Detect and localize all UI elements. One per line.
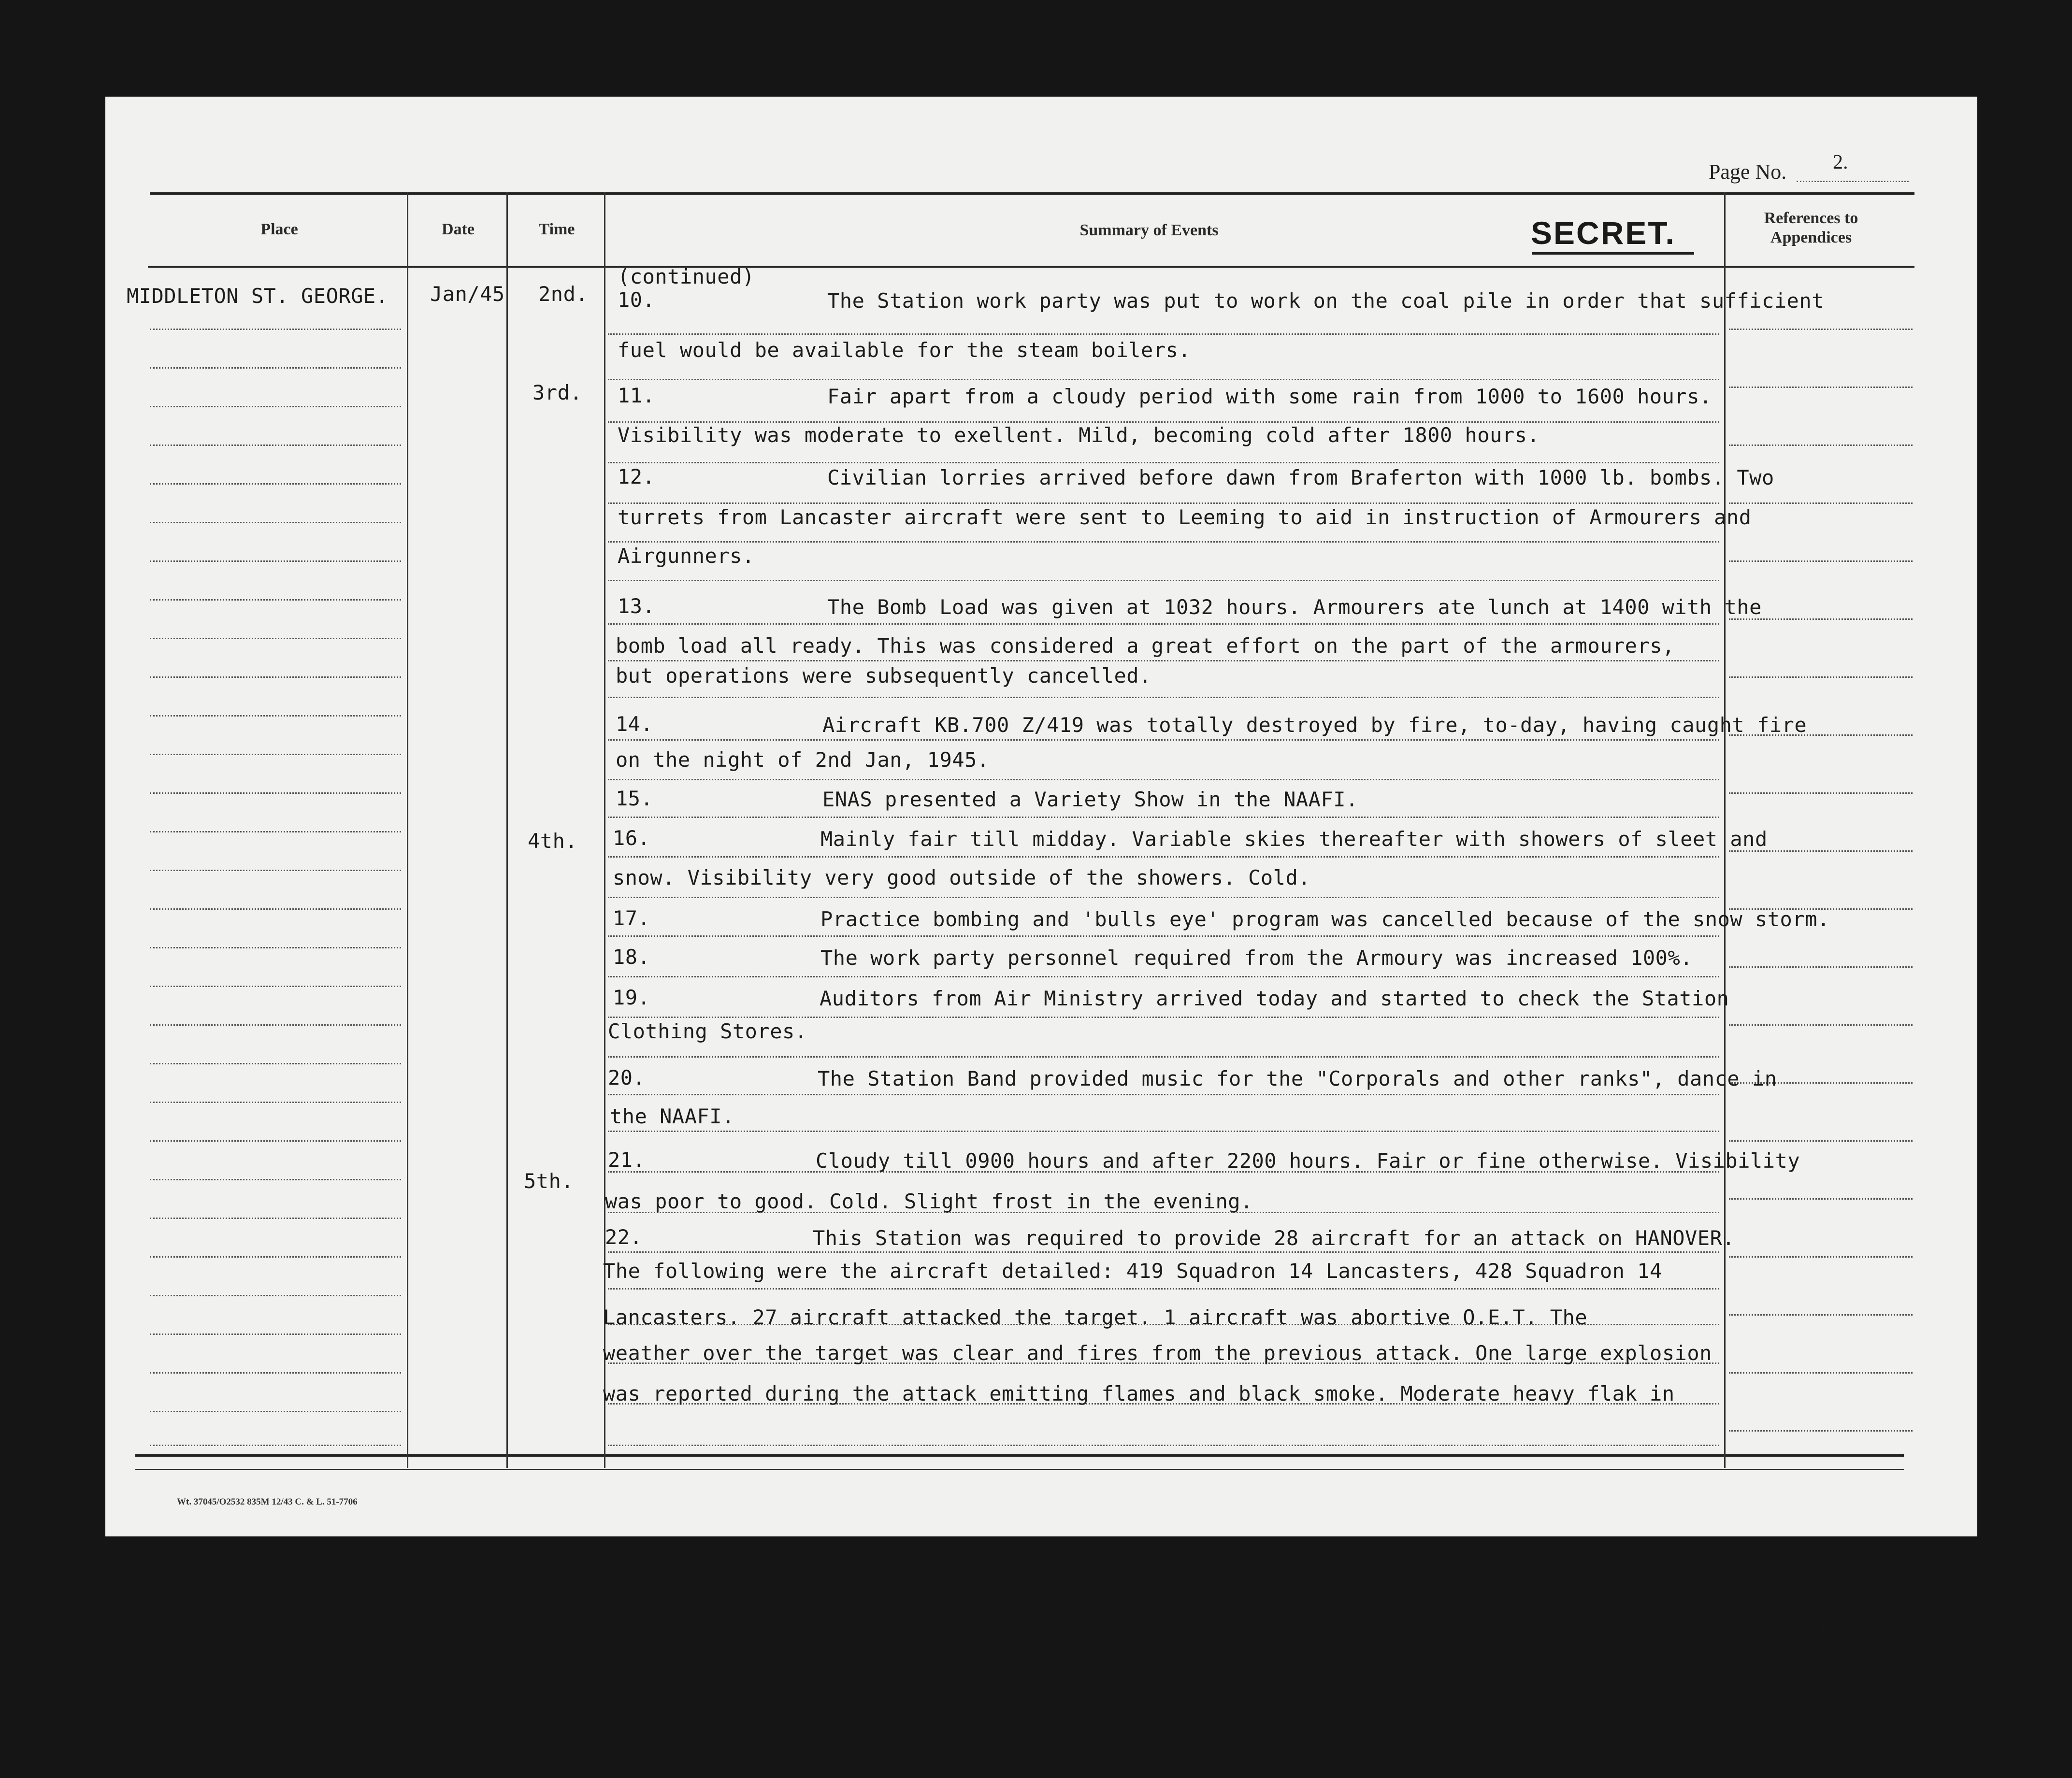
- punch-hole-center-left: [771, 1607, 811, 1647]
- secret-stamp: SECRET.: [1531, 215, 1676, 251]
- entry-line: bomb load all ready. This was considered a great effort on the part of the armourers,: [616, 634, 1675, 658]
- refs-rule: [1729, 1198, 1913, 1200]
- refs-rule: [1729, 444, 1913, 446]
- place-rule: [150, 599, 401, 601]
- punch-hole-stem-right: [1786, 1638, 1796, 1679]
- col-divider-place: [407, 192, 408, 1468]
- entry-line: the NAAFI.: [610, 1104, 734, 1128]
- place-rule: [150, 1063, 401, 1064]
- refs-rule: [1729, 1314, 1913, 1316]
- refs-rule: [1729, 1256, 1913, 1258]
- summary-rule: [608, 462, 1719, 463]
- place-rule: [150, 367, 401, 369]
- place-rule: [150, 522, 401, 523]
- entry-line: turrets from Lancaster aircraft were sent to Leeming to aid in instruction of Armourers and: [618, 505, 1752, 529]
- header-place: Place: [260, 220, 298, 238]
- entry-line: Auditors from Air Ministry arrived today and started to check the Station: [820, 987, 1729, 1010]
- entry-line: Practice bombing and 'bulls eye' program was cancelled because of the snow storm.: [820, 907, 1830, 931]
- entry-number: 18.: [613, 945, 650, 969]
- header-date: Date: [442, 220, 475, 238]
- summary-rule: [608, 697, 1719, 698]
- entry-line: but operations were subsequently cancelled.: [616, 664, 1151, 688]
- summary-rule: [608, 976, 1719, 977]
- entry-number: 20.: [608, 1066, 646, 1090]
- diary-page: [105, 97, 1977, 1536]
- place-rule: [150, 1372, 401, 1374]
- continued-note: (continued): [618, 265, 755, 288]
- place-rule: [150, 1024, 401, 1026]
- refs-rule: [1729, 676, 1913, 678]
- summary-rule: [608, 421, 1719, 423]
- place-rule: [150, 908, 401, 910]
- summary-rule: [608, 779, 1719, 780]
- entry-number: 22.: [605, 1225, 643, 1249]
- table-top-border: [150, 192, 1914, 195]
- refs-rule: [1729, 502, 1913, 504]
- place-rule: [150, 1334, 401, 1335]
- entry-number: 15.: [616, 787, 653, 810]
- entry-line: on the night of 2nd Jan, 1945.: [616, 748, 990, 772]
- table-bottom-border-2: [135, 1469, 1904, 1470]
- place-cell: MIDDLETON ST. GEORGE.: [127, 284, 388, 308]
- entry-line: was poor to good. Cold. Slight frost in the evening.: [605, 1190, 1253, 1213]
- time-5th: 5th.: [524, 1169, 574, 1193]
- punch-hole-center-right: [1149, 1614, 1188, 1652]
- place-rule: [150, 406, 401, 407]
- header-references: References to Appendices: [1764, 209, 1858, 246]
- summary-rule: [608, 739, 1719, 741]
- punch-hole-stem-left: [272, 1633, 281, 1675]
- entry-number: 13.: [618, 594, 655, 618]
- summary-rule: [608, 1094, 1719, 1095]
- entry-number: 21.: [608, 1148, 646, 1172]
- refs-rule: [1729, 966, 1913, 968]
- place-rule: [150, 986, 401, 987]
- summary-rule: [608, 580, 1719, 581]
- place-rule: [150, 947, 401, 948]
- entry-line: Visibility was moderate to exellent. Mild, becoming cold after 1800 hours.: [618, 423, 1540, 447]
- refs-rule: [1729, 329, 1913, 330]
- summary-rule: [608, 541, 1719, 543]
- refs-rule: [1729, 1430, 1913, 1432]
- page-number-label: Page No.: [1709, 160, 1787, 184]
- entry-line: ENAS presented a Variety Show in the NAAFI.: [822, 788, 1358, 811]
- place-rule: [150, 792, 401, 794]
- time-4th: 4th.: [528, 829, 578, 853]
- entry-number: 10.: [618, 288, 655, 312]
- entry-line: fuel would be available for the steam boilers.: [618, 338, 1191, 362]
- table-bottom-border: [135, 1454, 1904, 1457]
- place-rule: [150, 560, 401, 562]
- place-rule: [150, 1411, 401, 1412]
- summary-rule: [608, 1131, 1719, 1132]
- refs-rule: [1729, 387, 1913, 388]
- time-2nd: 2nd.: [538, 282, 589, 306]
- place-rule: [150, 329, 401, 330]
- entry-line: Lancasters. 27 aircraft attacked the target. 1 aircraft was abortive O.E.T. The: [603, 1305, 1588, 1329]
- entry-line: Mainly fair till midday. Variable skies thereafter with showers of sleet and: [820, 827, 1768, 851]
- place-rule: [150, 1218, 401, 1219]
- form-code: Wt. 37045/O2532 835M 12/43 C. & L. 51-7706: [177, 1497, 358, 1507]
- time-3rd: 3rd.: [532, 381, 583, 404]
- place-rule: [150, 1445, 401, 1446]
- summary-rule: [608, 817, 1719, 818]
- place-rule: [150, 1140, 401, 1142]
- refs-rule: [1729, 560, 1913, 562]
- summary-rule: [608, 502, 1719, 504]
- entry-number: 17.: [613, 906, 650, 930]
- summary-rule: [608, 1445, 1719, 1446]
- summary-rule: [608, 1251, 1719, 1253]
- date-cell: Jan/45: [430, 282, 505, 306]
- place-rule: [150, 483, 401, 485]
- place-rule: [150, 676, 401, 678]
- entry-number: 19.: [613, 986, 650, 1009]
- entry-line: snow. Visibility very good outside of the showers. Cold.: [613, 866, 1311, 889]
- col-divider-date: [506, 192, 508, 1468]
- entry-line: Airgunners.: [618, 544, 755, 568]
- refs-rule: [1729, 1024, 1913, 1026]
- entry-line: The work party personnel required from the Armoury was increased 100%.: [820, 946, 1693, 970]
- entry-line: weather over the target was clear and fires from the previous attack. One large explosion: [603, 1341, 1712, 1365]
- entry-line: The Station work party was put to work on the coal pile in order that sufficient: [827, 289, 1824, 313]
- entry-line: The Station Band provided music for the "Corporals and other ranks", dance in: [818, 1067, 1777, 1090]
- header-summary: Summary of Events: [1079, 221, 1219, 239]
- entry-line: Clothing Stores.: [608, 1019, 807, 1043]
- place-rule: [150, 444, 401, 446]
- summary-rule: [608, 1288, 1719, 1290]
- page-number-dotted-line: [1797, 181, 1909, 182]
- page-number: 2.: [1833, 151, 1848, 173]
- refs-rule: [1729, 1140, 1913, 1142]
- place-rule: [150, 638, 401, 639]
- entry-line: This Station was required to provide 28 aircraft for an attack on HANOVER.: [813, 1226, 1735, 1250]
- refs-rule: [1729, 1372, 1913, 1374]
- summary-rule: [608, 660, 1719, 661]
- entry-line: was reported during the attack emitting flames and black smoke. Moderate heavy flak in: [603, 1382, 1675, 1405]
- summary-rule: [608, 333, 1719, 335]
- header-bottom-border: [148, 266, 1914, 268]
- entry-number: 14.: [616, 712, 653, 736]
- entry-line: Fair apart from a cloudy period with some rain from 1000 to 1600 hours.: [827, 385, 1712, 408]
- secret-underline: [1532, 252, 1694, 255]
- place-rule: [150, 1295, 401, 1296]
- place-rule: [150, 1256, 401, 1258]
- entry-line: Cloudy till 0900 hours and after 2200 hours. Fair or fine otherwise. Visibility: [816, 1149, 1800, 1173]
- place-rule: [150, 715, 401, 717]
- entry-number: 12.: [618, 465, 655, 488]
- place-rule: [150, 754, 401, 755]
- place-rule: [150, 1179, 401, 1180]
- entry-line: Aircraft KB.700 Z/419 was totally destroyed by fire, to-day, having caught fire: [822, 713, 1807, 737]
- entry-line: Civilian lorries arrived before dawn from Braferton with 1000 lb. bombs. Two: [827, 466, 1774, 489]
- entry-line: The following were the aircraft detailed: 419 Squadron 14 Lancasters, 428 Squadron 14: [603, 1259, 1662, 1283]
- refs-rule: [1729, 792, 1913, 794]
- entry-line: The Bomb Load was given at 1032 hours. Armourers ate lunch at 1400 with the: [827, 595, 1762, 619]
- summary-rule: [608, 1056, 1719, 1058]
- summary-rule: [608, 897, 1719, 898]
- summary-rule: [608, 379, 1719, 380]
- entry-number: 11.: [618, 384, 655, 407]
- summary-rule: [608, 935, 1719, 937]
- place-rule: [150, 870, 401, 871]
- place-rule: [150, 1102, 401, 1103]
- header-time: Time: [538, 220, 575, 238]
- place-rule: [150, 831, 401, 832]
- summary-rule: [608, 623, 1719, 625]
- entry-number: 16.: [613, 826, 650, 850]
- summary-rule: [608, 856, 1719, 858]
- summary-rule: [608, 1017, 1719, 1018]
